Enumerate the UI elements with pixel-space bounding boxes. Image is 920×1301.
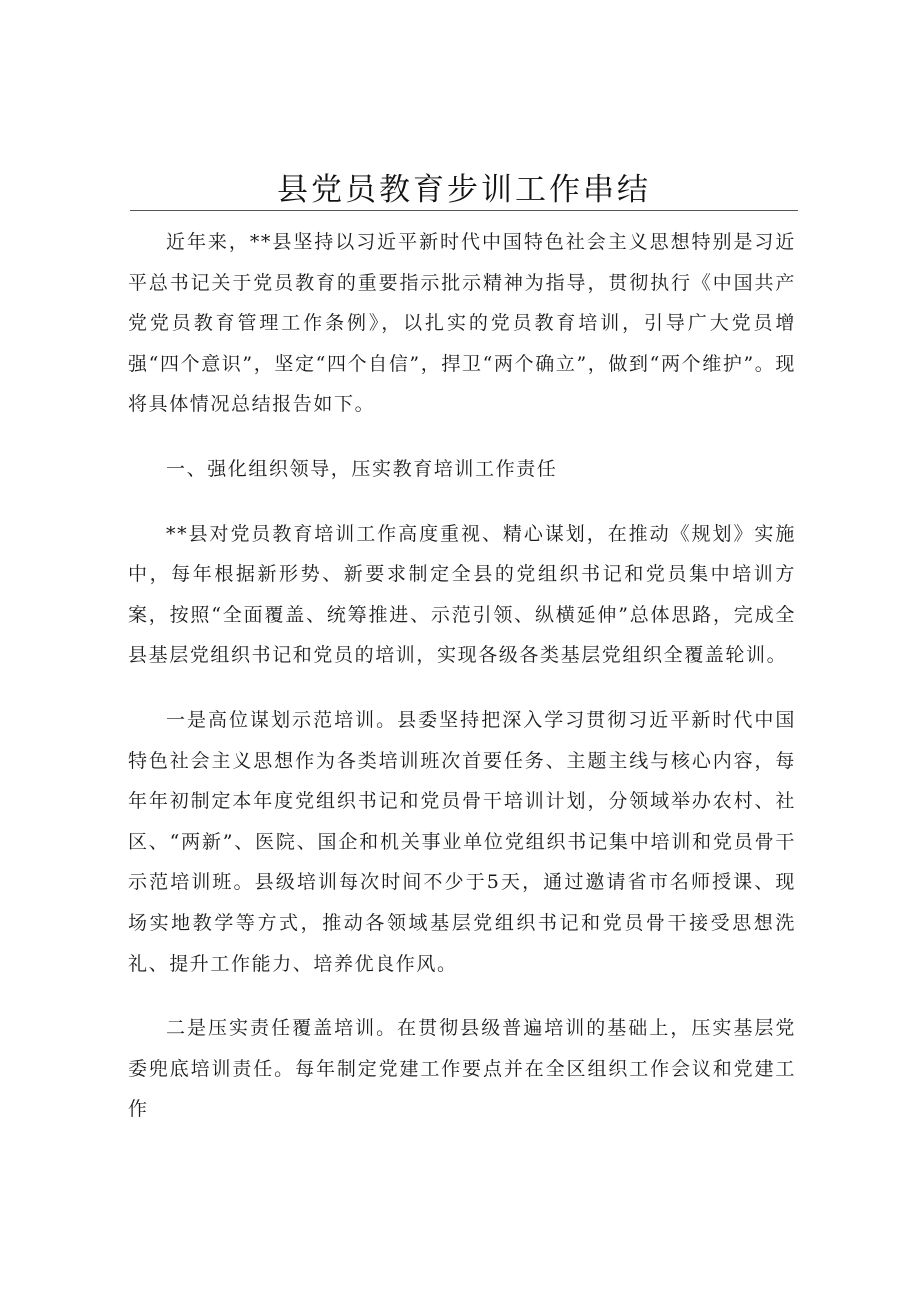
section-1-paragraph: **县对党员教育培训工作高度重视、精心谋划，在推动《规划》实施中，每年根据新形势、新要求制定全县的党组织书记和党员集中培训方案，按照“全面覆盖、统筹推进、示范引领、纵横延伸”总体思路，完成全县基层党组织书记和党员的培训，实现各级各类基层党组织全覆盖轮训。 <box>128 522 796 667</box>
point-2-paragraph: 二是压实责任覆盖培训。在贯彻县级普遍培训的基础上，压实基层党委兜底培训责任。每年制定党建工作要点并在全区组织工作会议和党建工作 <box>128 1017 796 1121</box>
document-body <box>128 222 796 1154</box>
point-1-paragraph: 一是高位谋划示范培训。县委坚持把深入学习贯彻习近平新时代中国特色社会主义思想作为各类培训班次首要任务、主题主线与核心内容，每年年初制定本年度党组织书记和党员骨干培训计划，分领域举办农村、社区、“两新”、医院、国企和机关事业单位党组织书记集中培训和党员骨干示范培训班。县级培训每次时间不少于5天，通过邀请省市名师授课、现场实地教学等方式，推动各领域基层党组织书记和党员骨干接受思想洗礼、提升工作能力、培养优良作风。 <box>128 708 796 975</box>
document-title: 县党员教育步训工作串结 <box>277 172 651 208</box>
title-underline <box>130 210 798 211</box>
intro-paragraph: 近年来，**县坚持以习近平新时代中国特色社会主义思想特别是习近平总书记关于党员教育的重要指示批示精神为指导，贯彻执行《中国共产党党员教育管理工作条例》，以扎实的党员教育培训，引导广大党员增强“四个意识”，坚定“四个自信”，捍卫“两个确立”，做到“两个维护”。现将具体情况总结报告如下。 <box>128 231 796 416</box>
section-heading-1: 一、强化组织领导，压实教育培训工作责任 <box>166 457 558 480</box>
